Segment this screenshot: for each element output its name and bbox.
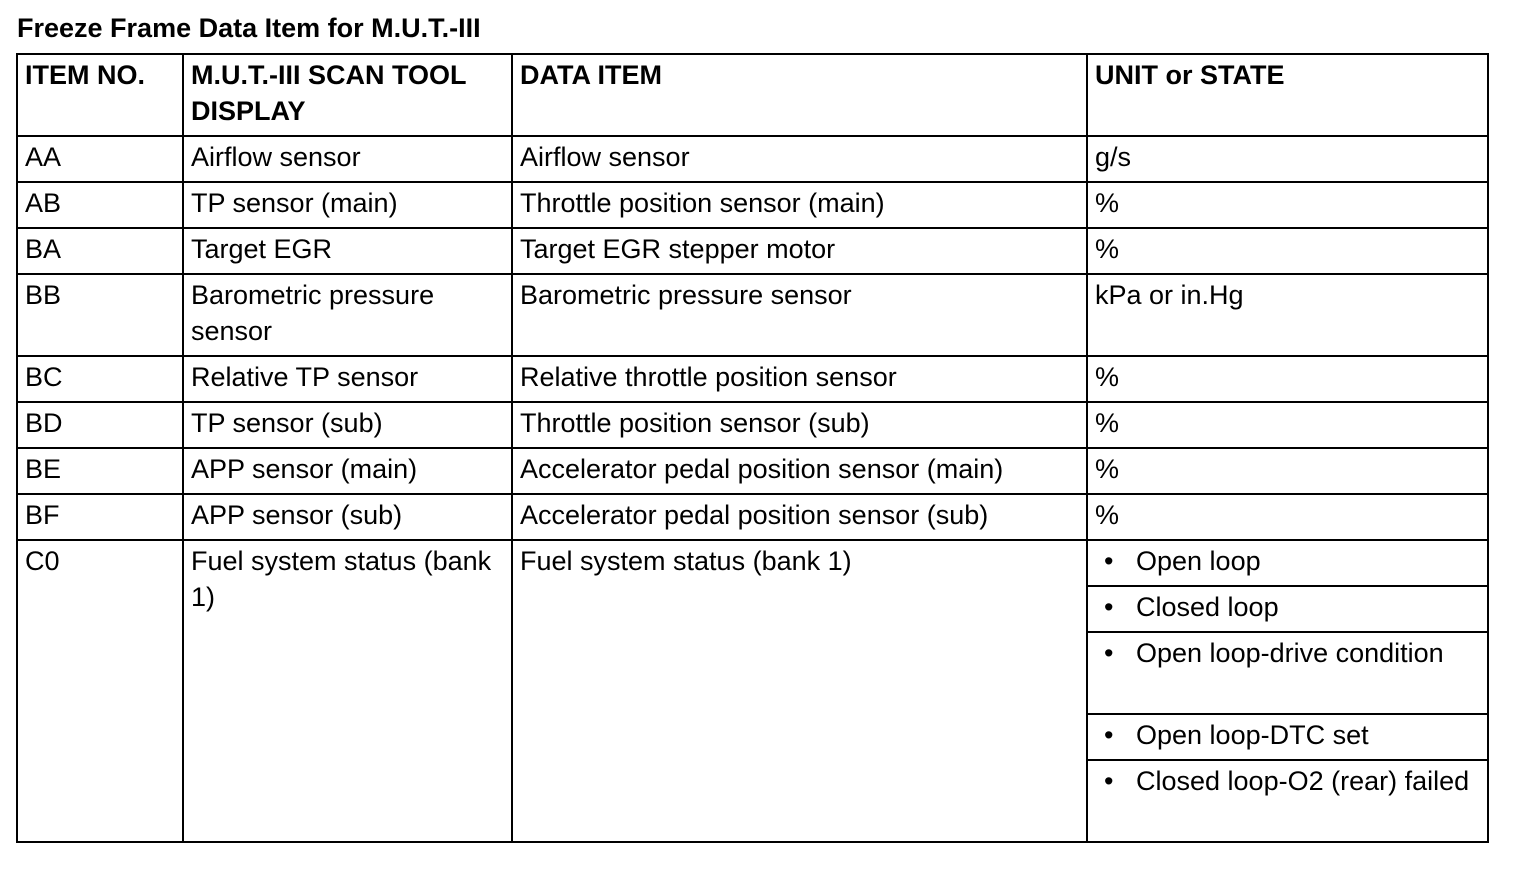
cell-scan-tool-display: Airflow sensor <box>183 136 512 182</box>
cell-scan-tool-display: APP sensor (main) <box>183 448 512 494</box>
state-label: Open loop-drive condition <box>1136 638 1444 668</box>
cell-item-no: BD <box>17 402 183 448</box>
cell-state-item <box>1087 714 1488 760</box>
bullet-icon: • <box>1104 592 1114 622</box>
cell-data-item: Throttle position sensor (sub) <box>512 402 1087 448</box>
state-label: Open loop-DTC set <box>1136 720 1369 750</box>
cell-scan-tool-display: Barometric pressure sensor <box>183 274 512 356</box>
table-row <box>17 228 1488 274</box>
state-label: Open loop <box>1136 546 1261 576</box>
cell-scan-tool-display: Fuel system status (bank 1) <box>183 540 512 842</box>
cell-item-no: BF <box>17 494 183 540</box>
header-item-no: ITEM NO. <box>17 54 183 136</box>
cell-state-item <box>1087 760 1488 842</box>
cell-data-item: Throttle position sensor (main) <box>512 182 1087 228</box>
cell-scan-tool-display: Target EGR <box>183 228 512 274</box>
cell-item-no: BC <box>17 356 183 402</box>
cell-state-item <box>1087 632 1488 714</box>
bullet-icon: • <box>1104 720 1114 750</box>
cell-item-no: AB <box>17 182 183 228</box>
table-row <box>17 448 1488 494</box>
cell-scan-tool-display: Relative TP sensor <box>183 356 512 402</box>
state-label: Closed loop <box>1136 592 1279 622</box>
cell-unit: % <box>1087 402 1488 448</box>
cell-item-no: BA <box>17 228 183 274</box>
freeze-frame-table <box>16 53 1489 843</box>
bullet-icon: • <box>1104 546 1114 576</box>
cell-unit: g/s <box>1087 136 1488 182</box>
bullet-icon: • <box>1104 638 1114 668</box>
state-label: Closed loop-O2 (rear) failed <box>1136 766 1470 796</box>
cell-unit: % <box>1087 494 1488 540</box>
cell-data-item: Target EGR stepper motor <box>512 228 1087 274</box>
table-row <box>17 136 1488 182</box>
cell-item-no: BB <box>17 274 183 356</box>
table-row <box>17 494 1488 540</box>
table-row <box>17 182 1488 228</box>
table-row <box>17 402 1488 448</box>
cell-scan-tool-display: TP sensor (main) <box>183 182 512 228</box>
cell-data-item: Airflow sensor <box>512 136 1087 182</box>
cell-data-item: Relative throttle position sensor <box>512 356 1087 402</box>
cell-scan-tool-display: APP sensor (sub) <box>183 494 512 540</box>
header-scan-tool-display: M.U.T.-III SCAN TOOL DISPLAY <box>183 54 512 136</box>
page-title: Freeze Frame Data Item for M.U.T.-III <box>17 13 481 43</box>
cell-item-no: BE <box>17 448 183 494</box>
table-row-fuel-system <box>17 540 1488 586</box>
header-data-item: DATA ITEM <box>512 54 1087 136</box>
table-header-row <box>17 54 1488 136</box>
cell-unit: % <box>1087 228 1488 274</box>
table-row <box>17 356 1488 402</box>
bullet-icon: • <box>1104 766 1114 796</box>
cell-item-no: AA <box>17 136 183 182</box>
header-unit-or-state: UNIT or STATE <box>1087 54 1488 136</box>
cell-item-no: C0 <box>17 540 183 842</box>
cell-unit: kPa or in.Hg <box>1087 274 1488 356</box>
cell-state-item <box>1087 586 1488 632</box>
cell-data-item: Barometric pressure sensor <box>512 274 1087 356</box>
cell-data-item: Fuel system status (bank 1) <box>512 540 1087 842</box>
cell-data-item: Accelerator pedal position sensor (sub) <box>512 494 1087 540</box>
cell-state-item <box>1087 540 1488 586</box>
cell-unit: % <box>1087 356 1488 402</box>
cell-unit: % <box>1087 182 1488 228</box>
cell-scan-tool-display: TP sensor (sub) <box>183 402 512 448</box>
table-row <box>17 274 1488 356</box>
cell-data-item: Accelerator pedal position sensor (main) <box>512 448 1087 494</box>
cell-unit: % <box>1087 448 1488 494</box>
